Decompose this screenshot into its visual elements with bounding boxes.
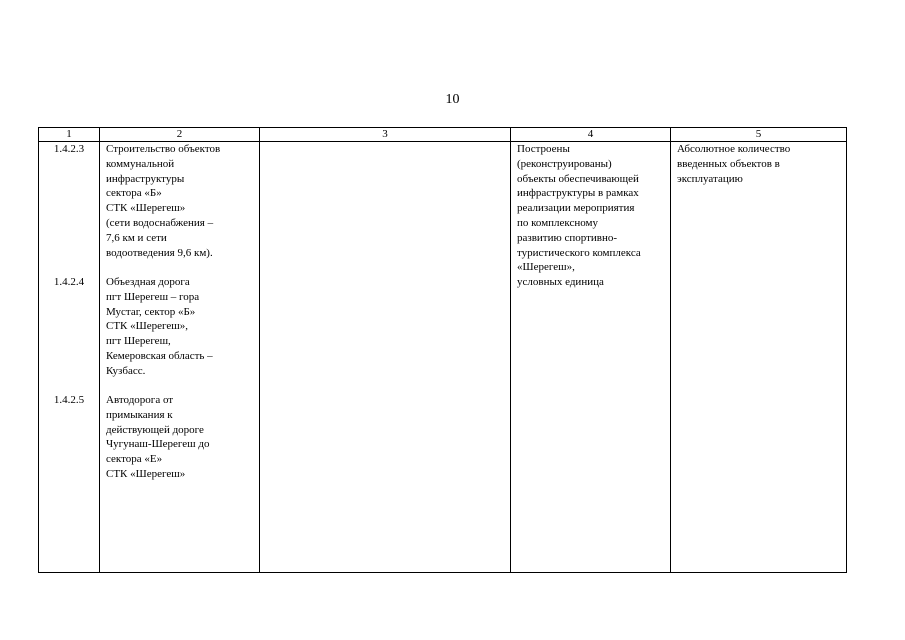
item-number-cell — [39, 142, 100, 573]
page-number: 10 — [445, 92, 460, 107]
table-body-row — [39, 142, 847, 573]
item-name-3: Автодорога от примыкания к действующей дороге Чугунаш-Шерегеш до сектора «Е» СТК «Шерегеш» — [106, 394, 210, 480]
header-cell-3: 3 — [260, 128, 511, 142]
table-header-row — [39, 128, 847, 142]
header-cell-1: 1 — [39, 128, 100, 142]
indicator-name-cell — [511, 142, 671, 573]
item-number-3: 1.4.2.5 — [53, 394, 85, 406]
indicators-table — [38, 127, 847, 573]
empty-cell — [260, 142, 511, 573]
item-name-1: Строительство объектов коммунальной инфраструктуры сектора «Б» СТК «Шерегеш» (сети водоснабжения – 7,6 км и сети водоотведения 9,6 км). — [106, 143, 221, 259]
item-name-2: Объездная дорога пгт Шерегеш – гора Мустаг, сектор «Б» СТК «Шерегеш», пгт Шерегеш, Кемеровская область – Кузбасс. — [106, 276, 213, 377]
item-name-cell — [100, 142, 260, 573]
item-number-1: 1.4.2.3 — [53, 143, 85, 155]
unit-cell — [671, 142, 847, 573]
item-number-2: 1.4.2.4 — [53, 276, 85, 288]
unit-text: Абсолютное количество введенных объектов в эксплуатацию — [677, 143, 791, 185]
header-cell-2: 2 — [100, 128, 260, 142]
header-cell-4: 4 — [511, 128, 671, 142]
header-cell-5: 5 — [671, 128, 847, 142]
indicator-name-text: Построены (реконструированы) объекты обеспечивающей инфраструктуры в рамках реализации мероприятия по комплексному развитию спортивно- туристического комплекса «Шерегеш», условных единица — [517, 143, 641, 289]
